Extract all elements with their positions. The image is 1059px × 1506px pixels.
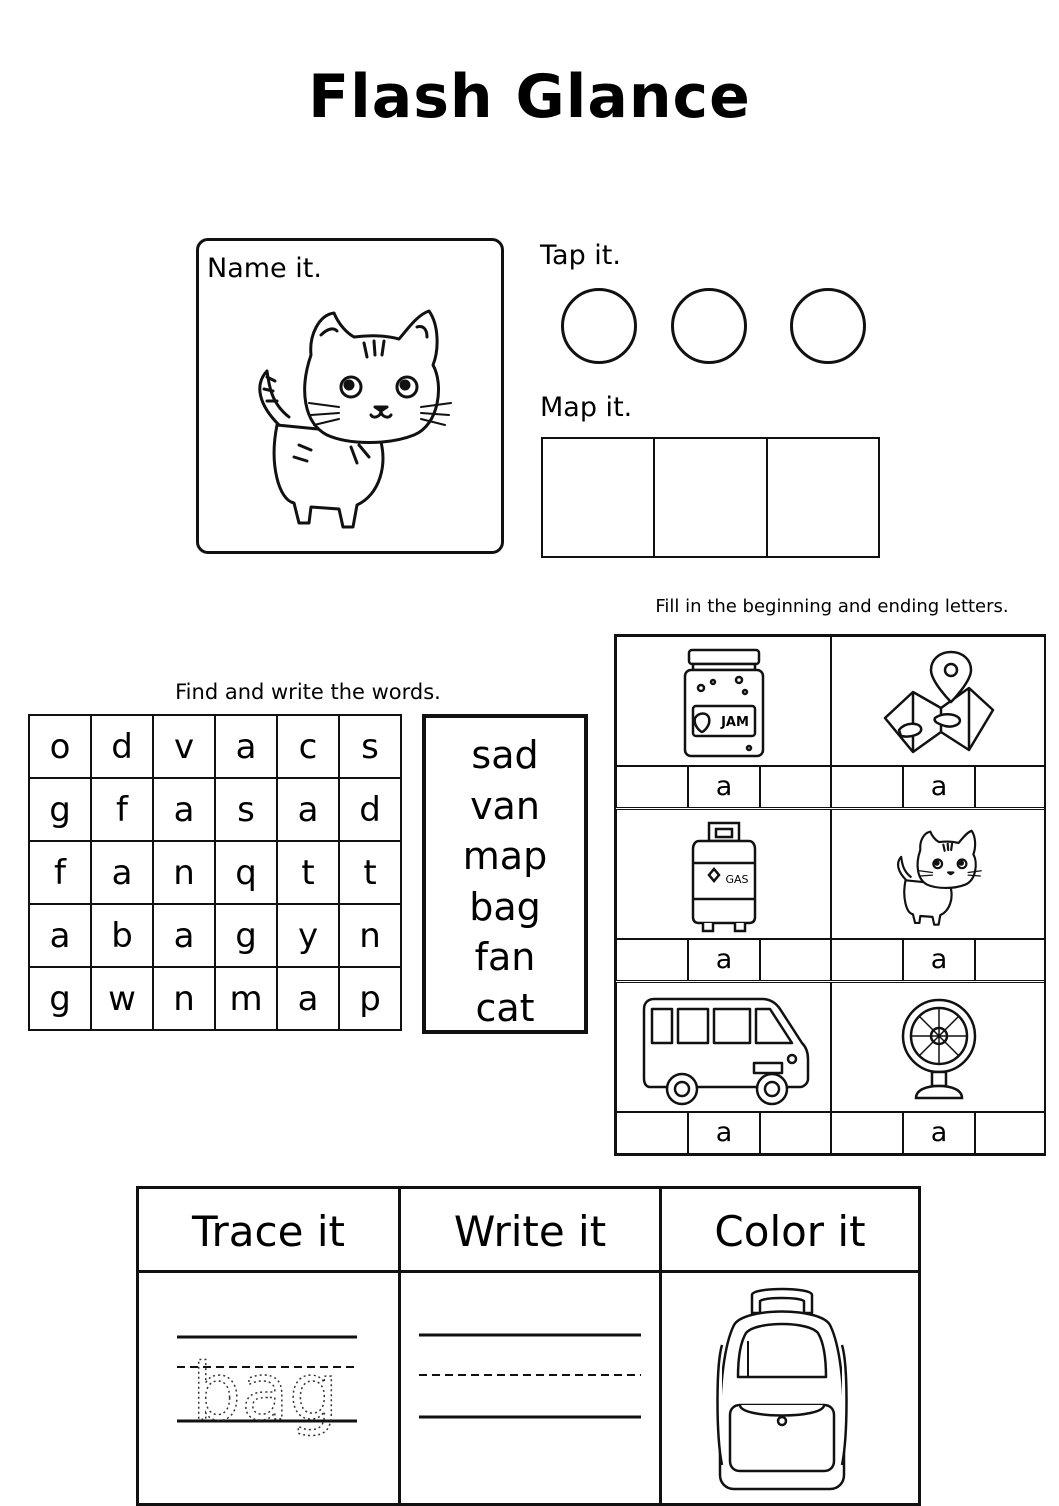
grid-letter[interactable]: g bbox=[29, 967, 91, 1030]
grid-letter[interactable]: v bbox=[153, 715, 215, 778]
fill-in-grid bbox=[614, 634, 1046, 1156]
fill-item bbox=[616, 982, 831, 1154]
find-words-label: Find and write the words. bbox=[175, 680, 441, 704]
grid-letter[interactable]: p bbox=[339, 967, 401, 1030]
map-icon bbox=[879, 648, 999, 758]
word-item: sad bbox=[471, 733, 539, 777]
write-header: Write it bbox=[401, 1189, 659, 1273]
blank-letter[interactable] bbox=[761, 767, 830, 807]
fill-item bbox=[616, 636, 831, 808]
middle-letter: a bbox=[689, 1113, 761, 1153]
word-item: cat bbox=[475, 985, 535, 1030]
jam-label-text: JAM bbox=[720, 714, 749, 730]
grid-letter[interactable]: a bbox=[153, 904, 215, 967]
blank-letter[interactable] bbox=[761, 940, 830, 980]
gas-label-text: GAS bbox=[724, 872, 749, 886]
tap-it-label: Tap it. bbox=[540, 240, 621, 271]
grid-letter[interactable]: g bbox=[29, 778, 91, 841]
grid-letter[interactable]: n bbox=[153, 967, 215, 1030]
grid-letter[interactable]: b bbox=[91, 904, 153, 967]
grid-letter[interactable]: t bbox=[339, 841, 401, 904]
cat-icon bbox=[889, 821, 989, 931]
middle-letter: a bbox=[689, 767, 761, 807]
name-it-box bbox=[196, 238, 504, 554]
blank-letter[interactable] bbox=[976, 1113, 1045, 1153]
grid-letter[interactable]: a bbox=[91, 841, 153, 904]
grid-letter[interactable]: y bbox=[277, 904, 339, 967]
word-list bbox=[422, 714, 588, 1034]
tap-circle[interactable] bbox=[671, 288, 747, 364]
grid-letter[interactable]: c bbox=[277, 715, 339, 778]
grid-letter[interactable]: d bbox=[91, 715, 153, 778]
trace-column bbox=[139, 1189, 401, 1503]
fill-item bbox=[831, 636, 1046, 808]
van-icon bbox=[636, 989, 811, 1109]
blank-letter[interactable] bbox=[832, 1113, 904, 1153]
fan-icon bbox=[894, 994, 984, 1104]
trace-word: bag bbox=[191, 1348, 339, 1438]
grid-letter[interactable]: s bbox=[215, 778, 277, 841]
middle-letter: a bbox=[904, 767, 976, 807]
grid-letter[interactable]: n bbox=[339, 904, 401, 967]
grid-letter[interactable]: q bbox=[215, 841, 277, 904]
trace-lines bbox=[175, 1327, 365, 1453]
grid-letter[interactable]: g bbox=[215, 904, 277, 967]
name-it-label: Name it. bbox=[207, 253, 322, 284]
grid-letter[interactable]: a bbox=[153, 778, 215, 841]
blank-letter[interactable] bbox=[617, 767, 689, 807]
middle-letter: a bbox=[689, 940, 761, 980]
worksheet-title: Flash Glance bbox=[308, 62, 751, 132]
map-box[interactable] bbox=[655, 439, 767, 556]
blank-letter[interactable] bbox=[976, 940, 1045, 980]
practice-table bbox=[136, 1186, 921, 1506]
grid-letter[interactable]: w bbox=[91, 967, 153, 1030]
gas-tank-icon bbox=[689, 819, 759, 934]
cat-illustration bbox=[239, 295, 469, 535]
write-lines[interactable] bbox=[417, 1325, 647, 1425]
middle-letter: a bbox=[904, 940, 976, 980]
grid-letter[interactable]: a bbox=[277, 967, 339, 1030]
word-item: fan bbox=[474, 935, 536, 979]
grid-letter[interactable]: f bbox=[29, 841, 91, 904]
middle-letter: a bbox=[904, 1113, 976, 1153]
grid-letter[interactable]: a bbox=[277, 778, 339, 841]
tap-circle[interactable] bbox=[561, 288, 637, 364]
grid-letter[interactable]: a bbox=[29, 904, 91, 967]
fill-item bbox=[831, 809, 1046, 981]
grid-letter[interactable]: d bbox=[339, 778, 401, 841]
blank-letter[interactable] bbox=[832, 940, 904, 980]
blank-letter[interactable] bbox=[832, 767, 904, 807]
map-it-label: Map it. bbox=[540, 392, 633, 423]
map-it-boxes bbox=[541, 437, 880, 558]
map-box[interactable] bbox=[543, 439, 655, 556]
color-column bbox=[662, 1189, 918, 1503]
tap-circle[interactable] bbox=[790, 288, 866, 364]
jam-jar-icon bbox=[679, 646, 769, 761]
fill-item bbox=[831, 982, 1046, 1154]
blank-letter[interactable] bbox=[761, 1113, 830, 1153]
word-search-grid bbox=[28, 714, 402, 1031]
grid-letter[interactable]: f bbox=[91, 778, 153, 841]
fill-item bbox=[616, 809, 831, 981]
blank-letter[interactable] bbox=[617, 1113, 689, 1153]
word-item: bag bbox=[469, 884, 541, 929]
color-header: Color it bbox=[662, 1189, 918, 1273]
map-box[interactable] bbox=[768, 439, 878, 556]
fill-in-label: Fill in the beginning and ending letters. bbox=[655, 596, 1009, 617]
grid-letter[interactable]: o bbox=[29, 715, 91, 778]
grid-letter[interactable]: t bbox=[277, 841, 339, 904]
blank-letter[interactable] bbox=[976, 767, 1045, 807]
blank-letter[interactable] bbox=[617, 940, 689, 980]
word-item: map bbox=[462, 834, 548, 878]
word-item: van bbox=[470, 783, 540, 828]
grid-letter[interactable]: m bbox=[215, 967, 277, 1030]
backpack-icon[interactable] bbox=[712, 1285, 852, 1495]
grid-letter[interactable]: s bbox=[339, 715, 401, 778]
write-column bbox=[401, 1189, 662, 1503]
grid-letter[interactable]: a bbox=[215, 715, 277, 778]
trace-header: Trace it bbox=[139, 1189, 398, 1273]
grid-letter[interactable]: n bbox=[153, 841, 215, 904]
